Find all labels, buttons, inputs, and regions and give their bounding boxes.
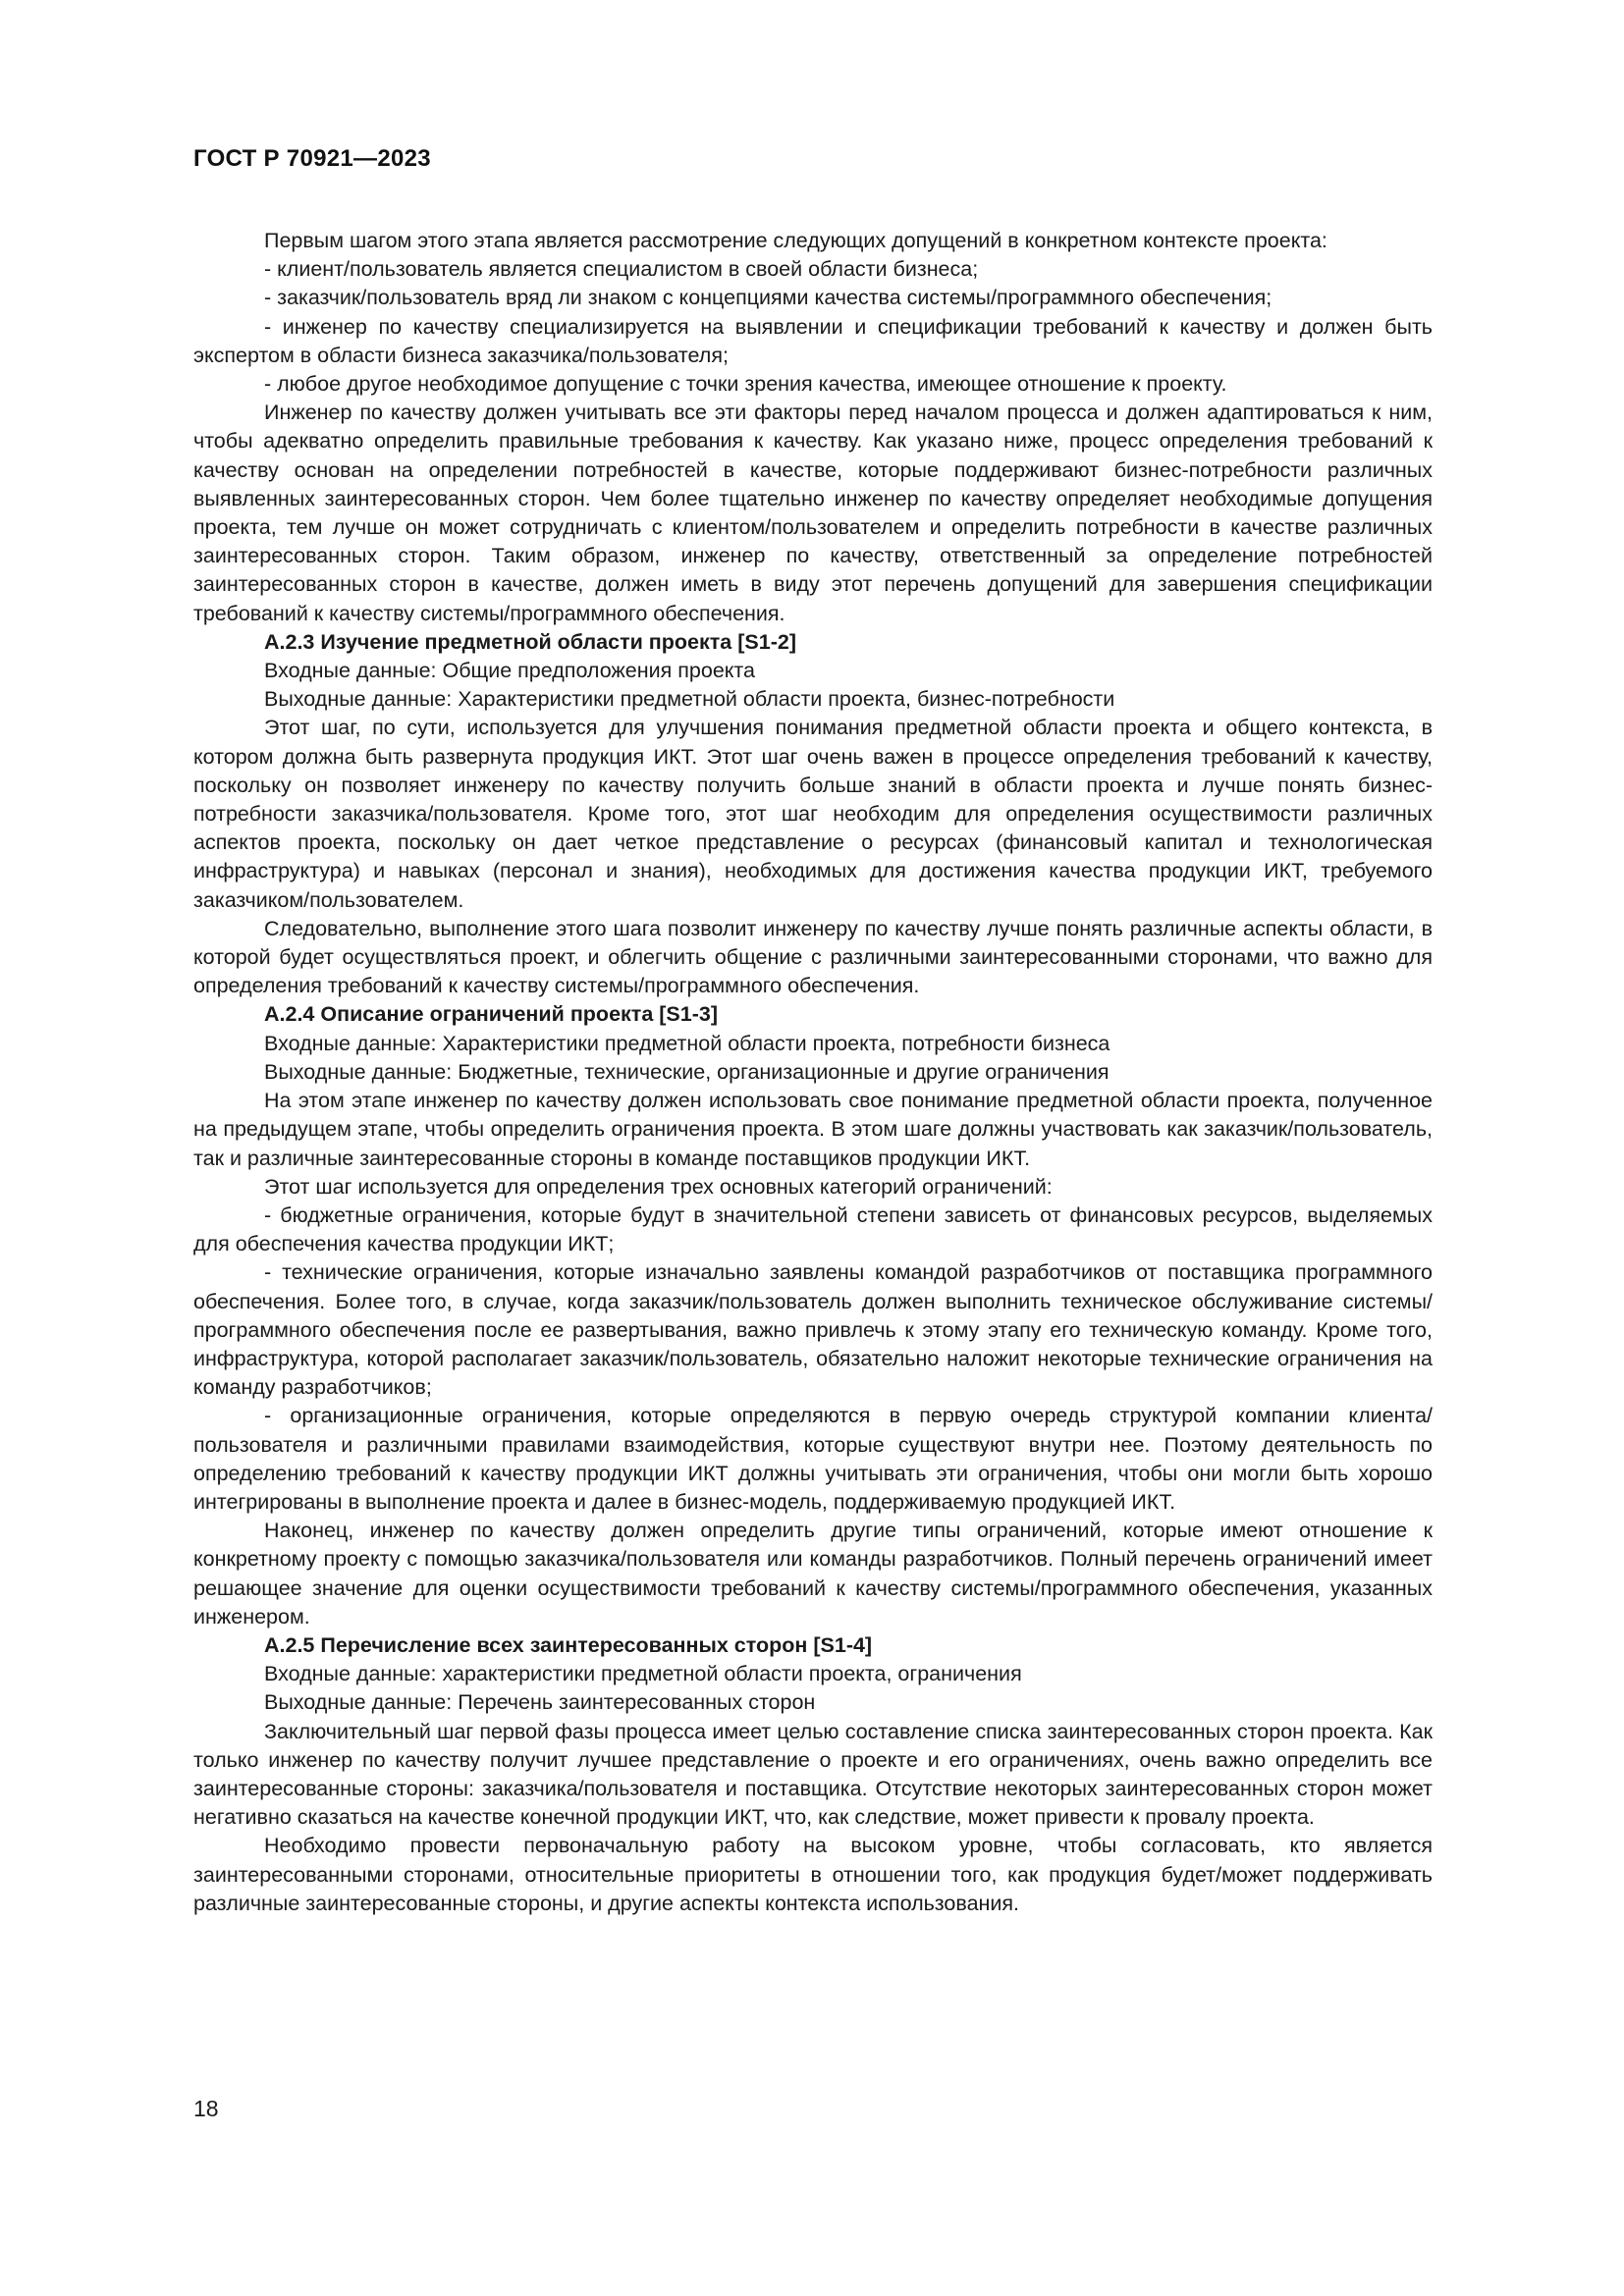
page-number: 18 bbox=[193, 2096, 219, 2121]
body-paragraph: - инженер по качеству специализируется на выявлении и спецификации требований к качеству и должен быть экспертом в области бизнеса заказчика/пользователя; bbox=[193, 314, 1433, 367]
document-body bbox=[193, 227, 1433, 1918]
section-heading: А.2.5 Перечисление всех заинтересованных сторон [S1-4] bbox=[264, 1632, 873, 1657]
body-paragraph: - бюджетные ограничения, которые будут в значительной степени зависеть от финансовых ресурсов, выделяемых для обеспечения качества продукции ИКТ; bbox=[193, 1202, 1433, 1256]
body-paragraph: Наконец, инженер по качеству должен определить другие типы ограничений, которые имеют отношение к конкретному проекту с помощью заказчика/пользователя или команды разработчиков. Полный перечень ограничений имеет решающее значение для оценки осуществимости требований к качеству системы/программного обеспечения, указанных инженером. bbox=[193, 1519, 1433, 1629]
body-paragraph: Входные данные: Характеристики предметной области проекта, потребности бизнеса bbox=[264, 1031, 1110, 1055]
body-paragraph: Входные данные: характеристики предметной области проекта, ограничения bbox=[264, 1662, 1022, 1686]
body-paragraph: Этот шаг, по сути, используется для улучшения понимания предметной области проекта и общего контекста, в котором должна быть развернута продукция ИКТ. Этот шаг очень важен в процессе определения требований к качеству, поскольку он позволяет инженеру по качеству получить больше знаний в области проекта и лучше понять бизнес-потребности заказчика/пользователя. Кроме того, этот шаг необходим для определения осуществимости различных аспектов проекта, поскольку он дает четкое представление о ресурсах (финансовый капитал и технологическая инфраструктура) и навыках (персонал и знания), необходимых для достижения качества продукции ИКТ, требуемого заказчиком/пользователем. bbox=[193, 716, 1433, 912]
body-paragraph: Этот шаг используется для определения трех основных категорий ограничений: bbox=[264, 1174, 1053, 1199]
body-paragraph: Необходимо провести первоначальную работу на высоком уровне, чтобы согласовать, кто является заинтересованными сторонами, относительные приоритеты в отношении того, как продукция будет/может поддерживать различные заинтересованные стороны, и другие аспекты контекста использования. bbox=[193, 1834, 1433, 1915]
body-paragraph: Выходные данные: Бюджетные, технические, организационные и другие ограничения bbox=[264, 1059, 1110, 1084]
document-header-code: ГОСТ Р 70921—2023 bbox=[193, 145, 431, 172]
body-paragraph: Выходные данные: Характеристики предметной области проекта, бизнес-потребности bbox=[264, 687, 1115, 712]
section-heading: А.2.3 Изучение предметной области проекта [S1-2] bbox=[264, 629, 796, 654]
body-paragraph: На этом этапе инженер по качеству должен использовать свое понимание предметной области проекта, полученное на предыдущем этапе, чтобы определить ограничения проекта. В этом шаге должны участвовать как заказчик/пользователь, так и различные заинтересованные стороны в команде поставщиков продукции ИКТ. bbox=[193, 1089, 1433, 1170]
section-heading: А.2.4 Описание ограничений проекта [S1-3] bbox=[264, 1002, 718, 1027]
body-paragraph: Входные данные: Общие предположения проекта bbox=[264, 659, 755, 683]
body-paragraph: - технические ограничения, которые изначально заявлены командой разработчиков от поставщика программного обеспечения. Более того, в случае, когда заказчик/пользователь должен выполнить техническое обслуживание системы/программного обеспечения после ее развертывания, важно привлечь к этому этапу его техническую команду. Кроме того, инфраструктура, которой располагает заказчик/пользователь, обязательно наложит некоторые технические ограничения на команду разработчиков; bbox=[193, 1260, 1433, 1400]
body-paragraph: Заключительный шаг первой фазы процесса имеет целью составление списка заинтересованных сторон проекта. Как только инженер по качеству получит лучшее представление о проекте и его ограничениях, очень важно определить все заинтересованные стороны: заказчика/пользователя и поставщика. Отсутствие некоторых заинтересованных сторон может негативно сказаться на качестве конечной продукции ИКТ, что, как следствие, может привести к провалу проекта. bbox=[193, 1719, 1433, 1830]
body-paragraph: - организационные ограничения, которые определяются в первую очередь структурой компании клиента/пользователя и различными правилами взаимодействия, которые существуют внутри нее. Поэтому деятельность по определению требований к качеству продукции ИКТ должны учитывать эти ограничения, чтобы они могли быть хорошо интегрированы в выполнение проекта и далее в бизнес-модель, поддерживаемую продукцией ИКТ. bbox=[193, 1404, 1433, 1514]
body-paragraph: Инженер по качеству должен учитывать все эти факторы перед началом процесса и должен адаптироваться к ним, чтобы адекватно определить правильные требования к качеству. Как указано ниже, процесс определения требований к качеству основан на определении потребностей в качестве, которые поддерживают бизнес-потребности различных выявленных заинтересованных сторон. Чем более тщательно инженер по качеству определяет необходимые допущения проекта, тем лучше он может сотрудничать с клиентом/пользователем и определить потребности в качестве различных заинтересованных сторон. Таким образом, инженер по качеству, ответственный за определение потребностей заинтересованных сторон в качестве, должен иметь в виду этот перечень допущений для завершения спецификации требований к качеству системы/программного обеспечения. bbox=[193, 400, 1433, 625]
body-paragraph: Первым шагом этого этапа является рассмотрение следующих допущений в конкретном контексте проекта: bbox=[264, 229, 1327, 252]
body-paragraph: - любое другое необходимое допущение с точки зрения качества, имеющее отношение к проекту. bbox=[264, 372, 1227, 397]
body-paragraph: - заказчик/пользователь вряд ли знаком с концепциями качества системы/программного обеспечения; bbox=[264, 286, 1272, 310]
body-paragraph: Следовательно, выполнение этого шага позволит инженеру по качеству лучше понять различные аспекты области, в которой будет осуществляться проект, и облегчить общение с различными заинтересованными сторонами, что важно для определения требований к качеству системы/программного обеспечения. bbox=[193, 916, 1433, 998]
body-paragraph: - клиент/пользователь является специалистом в своей области бизнеса; bbox=[264, 257, 979, 282]
body-paragraph: Выходные данные: Перечень заинтересованных сторон bbox=[264, 1690, 816, 1715]
